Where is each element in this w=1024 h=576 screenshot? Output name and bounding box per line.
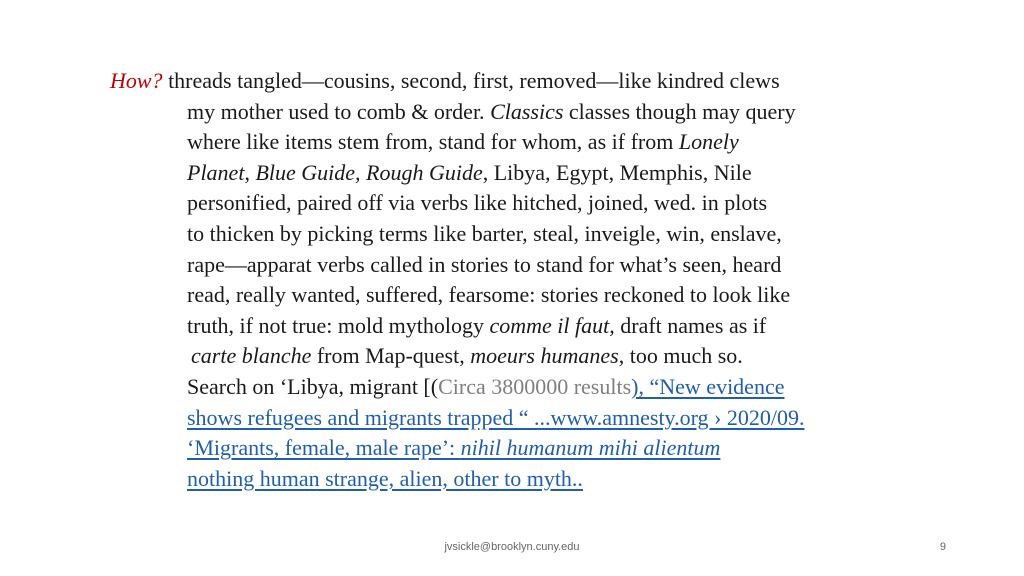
poem-line-3: where like items stem from, stand for whom, as if from Lonely	[187, 129, 739, 155]
poem-line-4: Planet, Blue Guide, Rough Guide, Libya, Egypt, Memphis, Nile	[187, 159, 752, 185]
poem-line-8: read, really wanted, suffered, fearsome: stories reckoned to look like	[187, 282, 791, 308]
how-question: How?	[110, 68, 163, 93]
amnesty-link-start[interactable]: ), “New evidence	[631, 373, 785, 399]
poem-line-13-link[interactable]: ‘Migrants, female, male rape’: nihil humanum mihi alientum	[187, 435, 721, 461]
poem-line-10: carte blanche from Map-quest, moeurs humanes, too much so.	[191, 343, 743, 369]
poem-line-14-link[interactable]: nothing human strange, alien, other to myth..	[187, 465, 583, 491]
poem-line-5: personified, paired off via verbs like hitched, joined, wed. in plots	[187, 190, 768, 216]
amnesty-link[interactable]: shows refugees and migrants trapped “ ...www.amnesty.org › 2020/09.	[187, 404, 805, 430]
poem-text-block	[110, 66, 930, 494]
footer-email: jvsickle@brooklyn.cuny.edu	[444, 541, 580, 553]
poem-line-6: to thicken by picking terms like barter, steal, inveigle, win, enslave,	[187, 220, 782, 246]
poem-line-7: rape—apparat verbs called in stories to stand for what’s seen, heard	[187, 251, 782, 277]
poem-line-12-link[interactable]	[110, 403, 930, 434]
result-count: Circa 3800000 results	[438, 373, 632, 399]
poem-line-9: truth, if not true: mold mythology comme il faut, draft names as if	[187, 312, 767, 338]
page-number: 9	[939, 541, 946, 553]
poem-line-2: my mother used to comb & order. Classics classes though may query	[187, 98, 796, 124]
poem-line-11: Search on ‘Libya, migrant [(Circa 3800000 results), “New evidence	[187, 373, 785, 399]
poem-line-1: How? threads tangled—cousins, second, first, removed—like kindred clews	[110, 68, 780, 93]
